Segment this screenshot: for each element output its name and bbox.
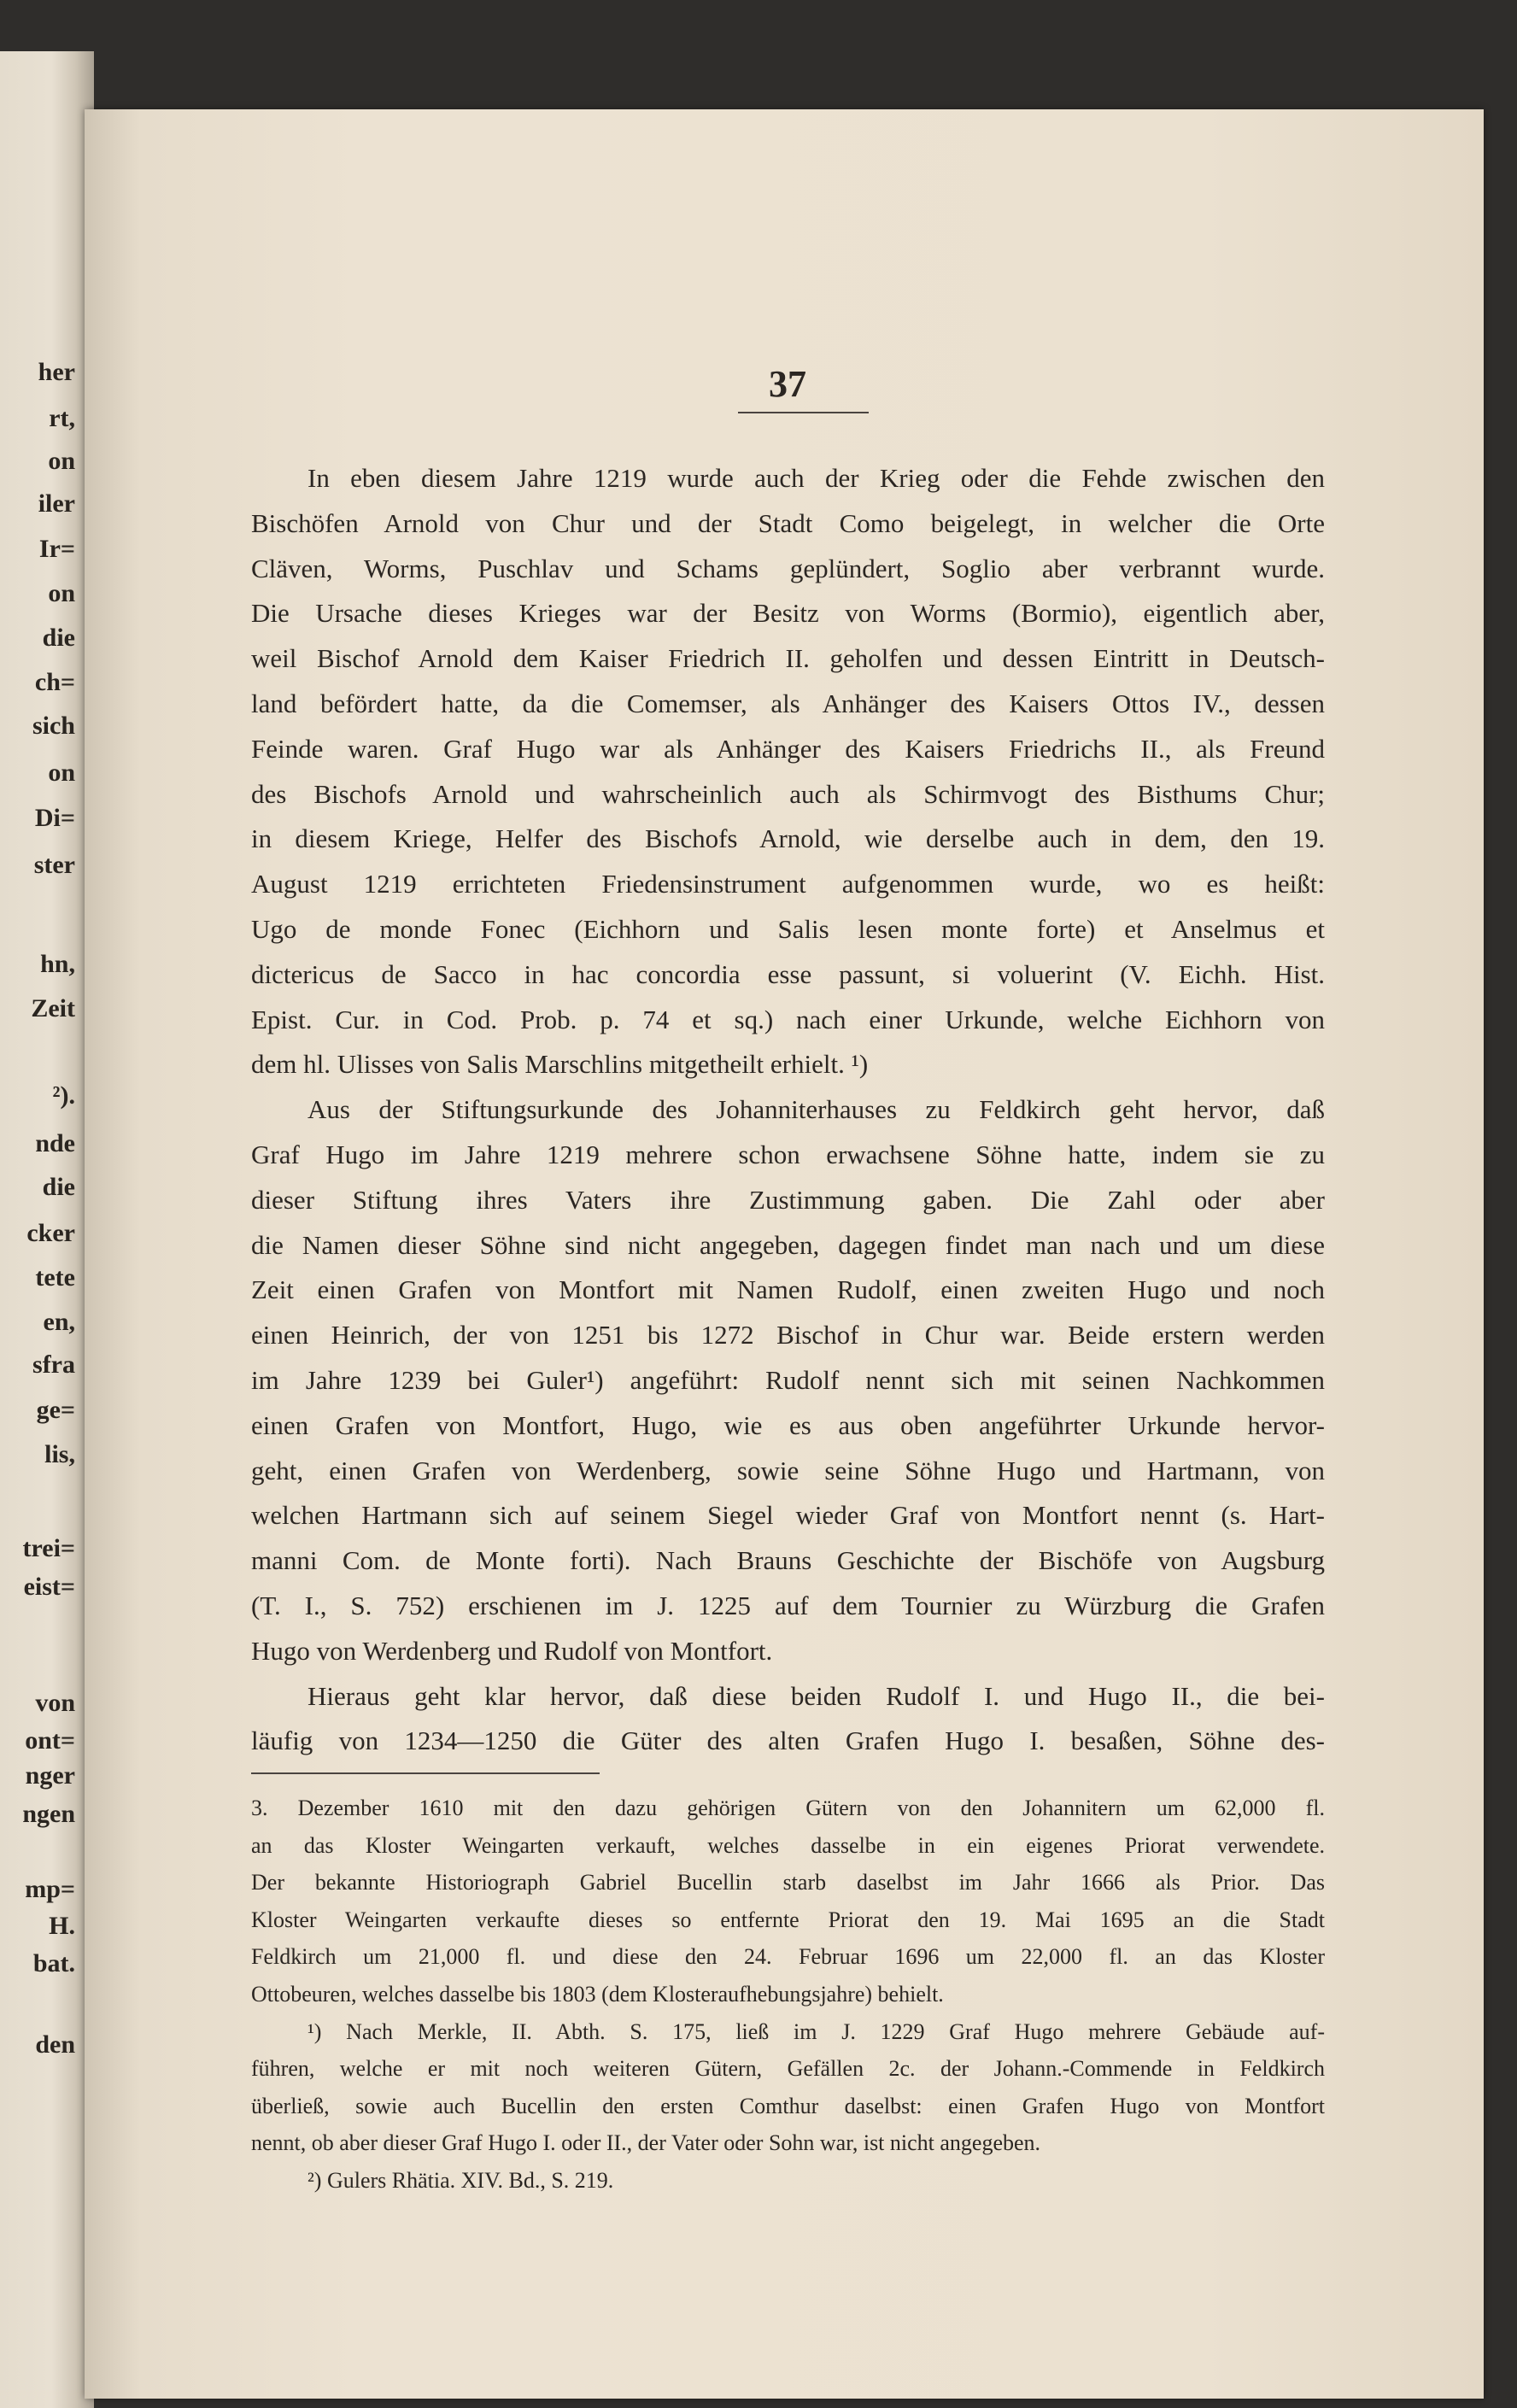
facing-page-text-fragment: her	[38, 357, 75, 386]
text-line: Epist. Cur. in Cod. Prob. p. 74 et sq.) nach einer Urkunde, welche Eichhorn von	[251, 1004, 1325, 1034]
facing-page-text-fragment: rt,	[49, 403, 75, 432]
facing-page-text-fragment: ch=	[34, 668, 75, 697]
facing-page-text-fragment: sfra	[32, 1350, 75, 1380]
facing-page-text-fragment: mp=	[25, 1875, 75, 1904]
facing-page-text-fragment: tete	[35, 1263, 75, 1292]
text-line: geht, einen Grafen von Werdenberg, sowie seine Söhne Hugo und Hartmann, von	[251, 1455, 1325, 1485]
facing-page-text-fragment: cker	[26, 1218, 75, 1247]
facing-page-text-fragment: hn,	[40, 949, 75, 978]
text-line: Die Ursache dieses Krieges war der Besitz von Worms (Bormio), eigentlich aber,	[251, 598, 1325, 629]
facing-page-text-fragment: on	[48, 447, 75, 475]
facing-page-text-fragment: on	[48, 578, 75, 607]
text-line: manni Com. de Monte forti). Nach Brauns Geschichte der Bischöfe von Augsburg	[251, 1545, 1325, 1576]
footnotes	[251, 1790, 1325, 2200]
facing-page-text-fragment: sich	[32, 711, 75, 740]
facing-page-text-fragment: trei=	[22, 1533, 75, 1562]
text-line: weil Bischof Arnold dem Kaiser Friedrich II. geholfen und dessen Eintritt in Deutsch-	[251, 643, 1325, 674]
footnote-line: ¹) Nach Merkle, II. Abth. S. 175, ließ im J. 1229 Graf Hugo mehrere Gebäude auf-	[308, 2018, 1325, 2044]
facing-page-text-fragment: ²).	[52, 1081, 75, 1110]
text-line: in diesem Kriege, Helfer des Bischofs Arnold, wie derselbe auch in dem, den 19.	[251, 823, 1325, 854]
facing-page-text-fragment: den	[35, 2030, 75, 2059]
footnote-line: ²) Gulers Rhätia. XIV. Bd., S. 219.	[308, 2167, 614, 2193]
text-line: dem hl. Ulisses von Salis Marschlins mitgetheilt erhielt. ¹)	[251, 1049, 869, 1080]
text-line: Hieraus geht klar hervor, daß diese beiden Rudolf I. und Hugo II., die bei-	[308, 1680, 1325, 1711]
facing-page-text-fragment: eist=	[23, 1572, 75, 1601]
text-line: dictericus de Sacco in hac concordia esse passunt, si voluerint (V. Eichh. Hist.	[251, 958, 1325, 989]
book-page	[85, 109, 1484, 2399]
text-line: einen Grafen von Montfort, Hugo, wie es aus oben angeführter Urkunde hervor-	[251, 1409, 1325, 1440]
footnote-divider	[251, 1772, 600, 1774]
facing-page-text-fragment: nger	[25, 1761, 75, 1790]
text-line: im Jahre 1239 bei Guler¹) angeführt: Rudolf nennt sich mit seinen Nachkommen	[251, 1364, 1325, 1395]
text-line: Bischöfen Arnold von Chur und der Stadt Como beigelegt, in welcher die Orte	[251, 507, 1325, 538]
footnote-line: 3. Dezember 1610 mit den dazu gehörigen Gütern von den Johannitern um 62,000 fl.	[251, 1796, 1325, 1820]
facing-page-text-fragment: ster	[33, 851, 75, 880]
text-line: August 1219 errichteten Friedensinstrument aufgenommen wurde, wo es heißt:	[251, 869, 1325, 899]
text-line: Cläven, Worms, Puschlav und Schams geplündert, Soglio aber verbrannt wurde.	[251, 553, 1325, 583]
facing-page-text-fragment: nde	[35, 1129, 75, 1158]
facing-page-text-fragment: ont=	[25, 1725, 75, 1755]
footnote-line: an das Kloster Weingarten verkauft, welches dasselbe in ein eigenes Priorat verwendete.	[251, 1832, 1325, 1858]
facing-page-text-fragment: H.	[49, 1912, 75, 1941]
facing-page-text-fragment: Zeit	[31, 993, 75, 1022]
facing-page-text-fragment: Ir=	[38, 534, 75, 563]
text-line: Ugo de monde Fonec (Eichhorn und Salis lesen monte forte) et Anselmus et	[251, 913, 1325, 944]
facing-page-edge	[0, 51, 94, 2408]
footnote-line: überließ, sowie auch Bucellin den ersten Comthur daselbst: einen Grafen Hugo von Montfort	[251, 2093, 1325, 2118]
text-line: land befördert hatte, da die Comemser, als Anhänger des Kaisers Ottos IV., dessen	[251, 688, 1325, 718]
footnote-line: Kloster Weingarten verkaufte dieses so entfernte Priorat den 19. Mai 1695 an die Stadt	[251, 1907, 1325, 1932]
facing-page-text-fragment: ge=	[36, 1395, 75, 1424]
footnote-line: Ottobeuren, welches dasselbe bis 1803 (dem Klosteraufhebungsjahre) behielt.	[251, 1981, 944, 2007]
text-line: einen Heinrich, der von 1251 bis 1272 Bischof in Chur war. Beide erstern werden	[251, 1320, 1325, 1350]
text-line: Graf Hugo im Jahre 1219 mehrere schon erwachsene Söhne hatte, indem sie zu	[251, 1139, 1325, 1169]
facing-page-text-fragment: von	[35, 1689, 75, 1718]
facing-page-text-fragment: die	[42, 624, 75, 652]
text-line: läufig von 1234—1250 die Güter des alten Grafen Hugo I. besaßen, Söhne des-	[251, 1725, 1325, 1756]
facing-page-text-fragment: iler	[38, 489, 75, 519]
text-line: Feinde waren. Graf Hugo war als Anhänger des Kaisers Friedrichs II., als Freund	[251, 733, 1325, 764]
facing-page-text-fragment: Di=	[34, 803, 75, 832]
text-line: dieser Stiftung ihres Vaters ihre Zustimmung gaben. Die Zahl oder aber	[251, 1184, 1325, 1215]
text-line: Zeit einen Grafen von Montfort mit Namen Rudolf, einen zweiten Hugo und noch	[251, 1274, 1325, 1305]
page-number-rule	[738, 412, 869, 413]
page-number: 37	[769, 363, 806, 405]
facing-page-text-fragment: die	[42, 1172, 75, 1201]
footnote-line: Feldkirch um 21,000 fl. und diese den 24. Februar 1696 um 22,000 fl. an das Kloster	[251, 1944, 1325, 1970]
facing-page-text-fragment: lis,	[44, 1439, 75, 1468]
footnote-line: führen, welche er mit noch weiteren Gütern, Gefällen 2c. der Johann.-Commende in Feldkirch	[251, 2056, 1325, 2082]
text-line: des Bischofs Arnold und wahrscheinlich auch als Schirmvogt des Bisthums Chur;	[251, 778, 1325, 809]
footnote-line: nennt, ob aber dieser Graf Hugo I. oder II., der Vater oder Sohn war, ist nicht angegeben.	[251, 2130, 1041, 2156]
facing-page-text-fragment: ngen	[22, 1800, 75, 1828]
text-line: Hugo von Werdenberg und Rudolf von Montfort.	[251, 1635, 773, 1666]
body-text	[251, 456, 1325, 1764]
text-line: Aus der Stiftungsurkunde des Johanniterhauses zu Feldkirch geht hervor, daß	[308, 1094, 1325, 1125]
text-line: (T. I., S. 752) erschienen im J. 1225 auf dem Tournier zu Würzburg die Grafen	[251, 1590, 1325, 1620]
facing-page-text-fragment: on	[48, 759, 75, 788]
facing-page-text-fragment: bat.	[32, 1948, 75, 1977]
text-line: die Namen dieser Söhne sind nicht angegeben, dagegen findet man nach und um diese	[251, 1229, 1325, 1260]
facing-page-text-fragment: en,	[43, 1308, 75, 1336]
footnote-line: Der bekannte Historiograph Gabriel Bucellin starb daselbst im Jahr 1666 als Prior. Das	[251, 1870, 1325, 1895]
text-line: In eben diesem Jahre 1219 wurde auch der Krieg oder die Fehde zwischen den	[308, 463, 1325, 493]
text-line: welchen Hartmann sich auf seinem Siegel wieder Graf von Montfort nennt (s. Hart-	[251, 1500, 1325, 1531]
